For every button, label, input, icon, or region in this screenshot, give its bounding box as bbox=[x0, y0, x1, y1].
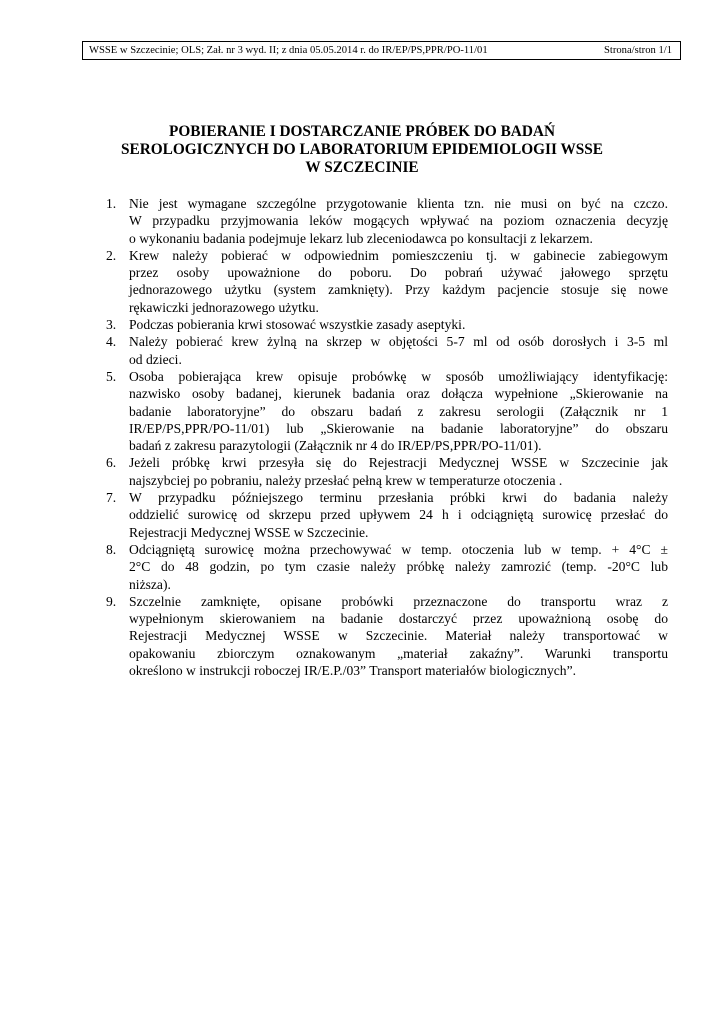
header-reference: WSSE w Szczecinie; OLS; Zał. nr 3 wyd. II; z dnia 05.05.2014 r. do IR/EP/PS,PPR/PO-11/01 bbox=[89, 45, 488, 56]
list-item bbox=[106, 541, 668, 593]
item-number: 4. bbox=[106, 334, 117, 350]
item-text-line: wypełnionym skierowaniem na badanie dostarczyć przez upoważnioną osobę do bbox=[129, 611, 668, 627]
item-text-line: opakowaniu zbiorczym oznakowanym „materiał zakaźny”. Warunki transportu bbox=[129, 645, 668, 661]
item-text-line: Osoba pobierająca krew opisuje probówkę w sposób umożliwiający identyfikację: bbox=[129, 368, 668, 384]
item-text-line: Należy pobierać krew żylną na skrzep w objętości 5-7 ml od osób dorosłych i 3-5 ml bbox=[129, 334, 668, 350]
item-number: 2. bbox=[106, 247, 117, 263]
item-number: 8. bbox=[106, 541, 117, 557]
list-item bbox=[106, 333, 668, 368]
item-text-line: badanie laboratoryjne” do obszaru badań z zakresu serologii (Załącznik nr 1 bbox=[129, 403, 668, 419]
item-text-line: W przypadku późniejszego terminu przesłania próbki krwi do badania należy bbox=[129, 490, 668, 506]
item-number: 9. bbox=[106, 593, 117, 609]
header-page-count: Strona/stron 1/1 bbox=[604, 45, 672, 56]
item-number: 7. bbox=[106, 490, 117, 506]
title-line: SEROLOGICZNYCH DO LABORATORIUM EPIDEMIOLOGII WSSE bbox=[121, 141, 603, 158]
item-text-line: jednorazowego użytku (system zamknięty). Przy każdym pacjencie stosuje się nowe bbox=[129, 282, 668, 298]
item-text-line: rękawiczki jednorazowego użytku. bbox=[129, 299, 319, 315]
item-text-line: Rejestracji Medycznej WSSE w Szczecinie. Materiał należy transportować w bbox=[129, 628, 668, 644]
item-text-line: Jeżeli próbkę krwi przesyła się do Rejestracji Medycznej WSSE w Szczecinie jak bbox=[129, 455, 668, 471]
item-text-line: o wykonaniu badania podejmuje lekarz lub zleceniodawca po konsultacji z lekarzem. bbox=[129, 230, 593, 246]
list-item bbox=[106, 316, 668, 333]
item-text-line: Nie jest wymagane szczególne przygotowanie klienta tzn. nie musi on być na czczo. bbox=[129, 196, 668, 211]
item-text-line: Odciągniętą surowicę można przechowywać w temp. otoczenia lub w temp. + 4°C ± bbox=[129, 541, 668, 557]
list-item bbox=[106, 368, 668, 454]
item-number: 5. bbox=[106, 368, 117, 384]
item-number: 1. bbox=[106, 196, 117, 211]
item-text-line: od dzieci. bbox=[129, 351, 182, 367]
item-text-line: nazwisko osoby badanej, kierunek badania oraz dołącza wypełnione „Skierowanie na bbox=[129, 386, 668, 402]
item-text-line: badań z zakresu parazytologii (Załącznik nr 4 do IR/EP/PS,PPR/PO-11/01). bbox=[129, 438, 542, 454]
title-line: POBIERANIE I DOSTARCZANIE PRÓBEK DO BADAŃ bbox=[168, 123, 555, 140]
item-text-line: oddzielić surowicę od skrzepu przed upływem 24 h i odciągniętą surowicę przesłać do bbox=[129, 507, 668, 523]
list-item bbox=[106, 489, 668, 541]
item-text-line: Rejestracji Medycznej WSSE w Szczecinie. bbox=[129, 524, 369, 540]
document-title bbox=[60, 123, 664, 177]
item-text-line: niższa). bbox=[129, 576, 171, 592]
list-item bbox=[106, 195, 668, 247]
item-text-line: 2°C do 48 godzin, po tym czasie należy próbkę należy zamrozić (temp. -20°C lub bbox=[129, 559, 668, 575]
list-item bbox=[106, 247, 668, 316]
item-number: 3. bbox=[106, 317, 117, 333]
document-header bbox=[82, 41, 681, 60]
list-item bbox=[106, 593, 668, 679]
item-text-line: IR/EP/PS,PPR/PO-11/01) lub „Skierowanie na badanie laboratoryjne” do obszaru bbox=[129, 420, 668, 436]
item-text-line: Szczelnie zamknięte, opisane probówki przeznaczone do transportu wraz z bbox=[129, 593, 668, 609]
item-text-line: najszybciej po pobraniu, należy przesłać pełną krew w temperaturze otoczenia . bbox=[129, 472, 563, 488]
item-text-line: Podczas pobierania krwi stosować wszystkie zasady aseptyki. bbox=[129, 317, 466, 333]
item-text-line: określono w instrukcji roboczej IR/E.P./03” Transport materiałów biologicznych”. bbox=[129, 663, 576, 679]
item-number: 6. bbox=[106, 455, 117, 471]
instruction-list bbox=[106, 195, 668, 679]
title-line: W SZCZECINIE bbox=[305, 159, 419, 176]
item-text-line: W przypadku przyjmowania leków mogących wpływać na poziom oznaczenia decyzję bbox=[129, 213, 668, 229]
item-text-line: przez osoby upoważnione do poboru. Do pobrań używać jałowego sprzętu bbox=[129, 265, 668, 281]
item-text-line: Krew należy pobierać w odpowiednim pomieszczeniu tj. w gabinecie zabiegowym bbox=[129, 247, 668, 263]
list-item bbox=[106, 454, 668, 489]
